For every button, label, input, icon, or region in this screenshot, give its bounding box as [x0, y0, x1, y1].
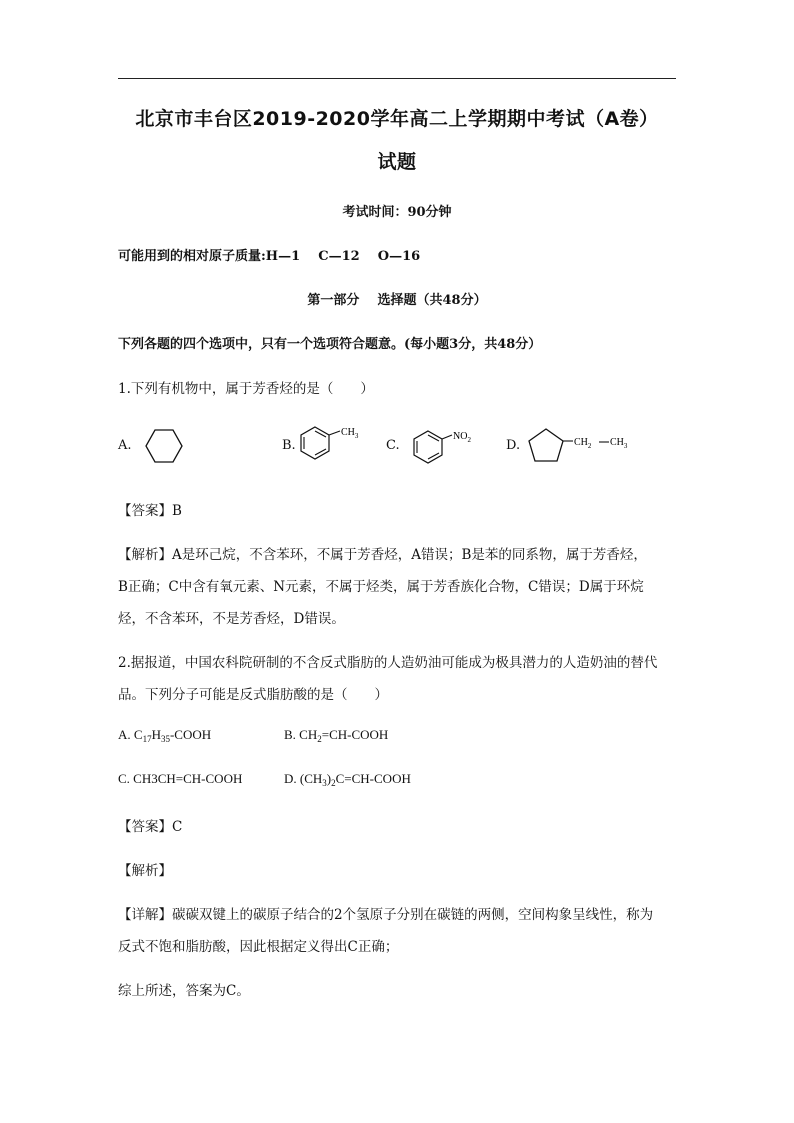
svg-text:NO2: [453, 431, 471, 444]
cyclohexane-structure: [145, 428, 185, 468]
question-2-stem-line2: 品。下列分子可能是反式脂肪酸的是（ ）: [118, 687, 388, 703]
header-rule: [118, 78, 676, 79]
q2-option-a: A. $C_{17}H_{35}$-COOH: [118, 727, 212, 744]
ethyl-ch2-label: CH: [574, 437, 588, 448]
q1-option-c-label: C.: [386, 438, 400, 453]
exam-time: 考试时间：90分钟: [342, 205, 452, 220]
q1-answer: 【答案】B: [118, 503, 182, 519]
document-title-line2: 试题: [377, 151, 417, 173]
question-2-stem-line1: 2.据报道，中国农科院研制的不含反式脂肪的人造奶油可能成为极具潜力的人造奶油的替代: [118, 655, 658, 671]
ethyl-ch2-subscript: 2: [587, 442, 592, 450]
methyl-subscript: 3: [354, 432, 359, 440]
q2-summary: 综上所述，答案为C。: [118, 983, 250, 999]
q1-analysis-line2: B正确；C中含有氧元素、N元素，不属于烃类，属于芳香族化合物，C错误；D属于环烷: [118, 579, 644, 595]
svg-text:CH3: [341, 427, 359, 440]
q2-detail-line1: 【详解】碳碳双键上的碳原子结合的2个氢原子分别在碳链的两侧，空间构象呈线性，称为: [118, 907, 654, 923]
q2-detail-line2: 反式不饱和脂肪酸，因此根据定义得出C正确；: [118, 939, 399, 955]
q2-option-b: B. $CH_2=CH$-COOH: [284, 727, 389, 744]
q2-options-row1: [118, 727, 678, 743]
methyl-group-label: CH: [341, 427, 355, 438]
q1-analysis-line1: 【解析】A是环己烷，不含苯环，不属于芳香烃，A错误；B是苯的同系物，属于芳香烃，: [118, 547, 647, 563]
part-one-heading: 第一部分 选择题（共48分）: [307, 293, 487, 308]
atomic-mass-line: 可能用到的相对原子质量:H—1 C—12 O—16: [118, 249, 421, 264]
q2-analysis-heading: 【解析】: [118, 863, 172, 879]
q1-option-a-label: A.: [118, 438, 132, 453]
q2-options-row2: [118, 771, 678, 787]
q1-option-d-label: D.: [506, 438, 521, 453]
q2-option-c: C. CH3CH=CH-COOH: [118, 771, 243, 786]
q2-answer: 【答案】C: [118, 819, 183, 835]
q2-option-d: D. $(CH_3)_2C=CH$-COOH: [284, 771, 411, 788]
document-title: 北京市丰台区2019-2020学年高二上学期期中考试（A卷）: [135, 108, 659, 130]
ethyl-ch3-subscript: 3: [623, 442, 628, 450]
nitro-group-label: NO: [453, 431, 468, 442]
nitrobenzene-structure: [410, 425, 490, 467]
ethyl-ch3-label: CH: [610, 437, 624, 448]
toluene-structure: [298, 425, 368, 465]
nitro-subscript: 2: [467, 436, 471, 444]
svg-text:CH2: [574, 437, 592, 450]
q1-analysis-line3: 烃，不含苯环，不是芳香烃，D错误。: [118, 611, 345, 627]
svg-text:CH3: [610, 437, 628, 450]
question-1-stem: 1.下列有机物中，属于芳香烃的是（ ）: [118, 381, 374, 397]
ethylcyclopentane-structure: [528, 427, 638, 467]
q1-option-b-label: B.: [282, 438, 296, 453]
instructions: 下列各题的四个选项中，只有一个选项符合题意。(每小题3分，共48分）: [118, 337, 542, 352]
